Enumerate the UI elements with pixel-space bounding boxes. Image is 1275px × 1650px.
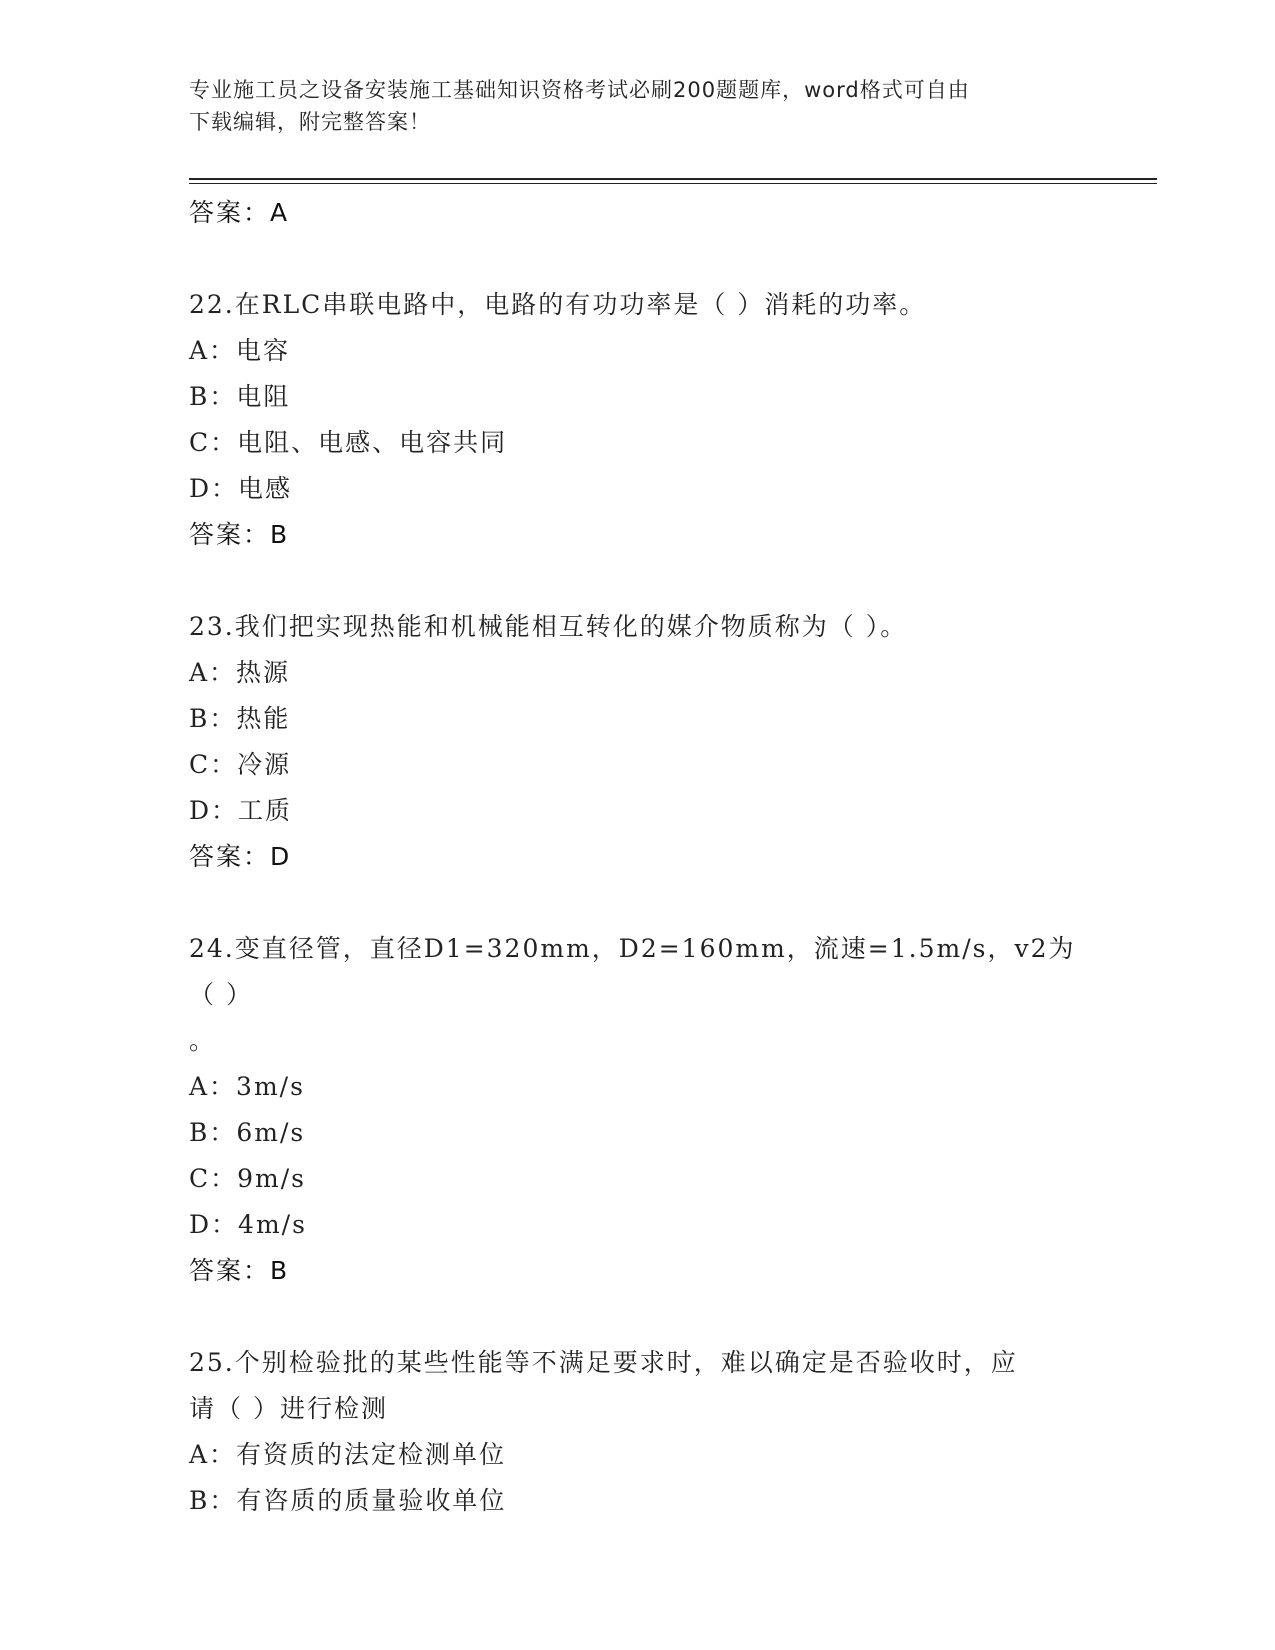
- question-answer: 答案：B: [189, 520, 290, 549]
- option-a: A：热源: [189, 658, 291, 687]
- option-b: B：6m/s: [189, 1118, 306, 1147]
- spacer: [189, 558, 1089, 604]
- option-d: D：工质: [189, 796, 293, 825]
- previous-answer: 答案：A: [189, 198, 290, 227]
- header-title-line-2: 下载编辑，附完整答案！: [189, 110, 431, 134]
- option-a: A：电容: [189, 336, 291, 365]
- spacer: [189, 1294, 1089, 1340]
- question-answer: 答案：B: [189, 1256, 290, 1285]
- spacer: [189, 236, 1089, 282]
- option-c: C：电阻、电感、电容共同: [189, 428, 508, 457]
- header-divider-top: [189, 178, 1157, 180]
- question-stem-line-1: 24.变直径管，直径D1=320mm，D2=160mm，流速=1.5m/s，v2为（ ）: [189, 934, 1076, 1009]
- option-b: B：有咨质的质量验收单位: [189, 1486, 507, 1515]
- document-header: [189, 74, 1069, 138]
- option-d: D：4m/s: [189, 1210, 307, 1239]
- option-b: B：热能: [189, 704, 291, 733]
- question-stem-line-2: 。: [189, 1026, 217, 1055]
- question-24: [189, 926, 1089, 1294]
- option-d: D：电感: [189, 474, 293, 503]
- question-25: [189, 1340, 1089, 1524]
- question-answer: 答案：D: [189, 842, 292, 871]
- option-b: B：电阻: [189, 382, 291, 411]
- option-a: A：有资质的法定检测单位: [189, 1440, 507, 1469]
- question-stem: 22.在RLC串联电路中，电路的有功功率是（ ）消耗的功率。: [189, 290, 927, 319]
- question-23: [189, 604, 1089, 880]
- question-22: [189, 282, 1089, 558]
- document-body: [189, 190, 1089, 1524]
- question-stem-line-1: 25.个别检验批的某些性能等不满足要求时，难以确定是否验收时，应: [189, 1348, 1018, 1377]
- header-title-line-1: 专业施工员之设备安装施工基础知识资格考试必刷200题题库，word格式可自由: [189, 78, 970, 102]
- question-stem-line-2: 请（ ）进行检测: [189, 1394, 388, 1423]
- question-stem: 23.我们把实现热能和机械能相互转化的媒介物质称为（ ）。: [189, 612, 908, 641]
- option-a: A：3m/s: [189, 1072, 305, 1101]
- option-c: C：9m/s: [189, 1164, 306, 1193]
- spacer: [189, 880, 1089, 926]
- option-c: C：冷源: [189, 750, 292, 779]
- header-divider-bottom: [189, 183, 1157, 184]
